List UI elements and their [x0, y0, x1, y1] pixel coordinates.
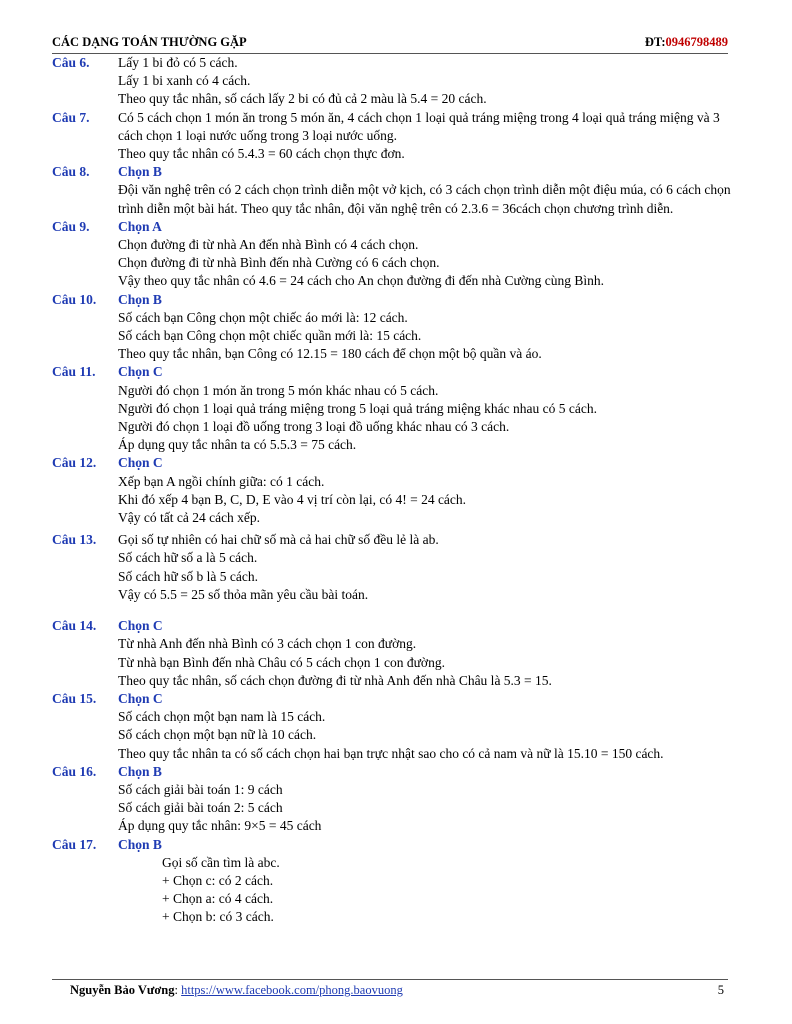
question-12: Câu 12. Chọn C Xếp bạn A ngồi chính giữa: có 1 cách. Khi đó xếp 4 bạn B, C, D, E vào 4 vị trí còn lại, có 4! = 24 cách. Vậy có tất cả 24 cách xếp.: [52, 454, 732, 527]
answer-choice: Chọn B: [118, 291, 162, 307]
answer-choice: Chọn B: [118, 164, 162, 180]
question-8: Câu 8. Chọn B Đội văn nghệ trên có 2 cách chọn trình diễn một vở kịch, có 3 cách chọn trình diễn một điệu múa, có 6 cách chọn trình diễn một bài hát. Theo quy tắc nhân, đội văn nghệ trên có 2.3.6 = 36cách chọn chương trình diễn.: [52, 164, 731, 216]
question-10: Câu 10. Chọn B Số cách bạn Công chọn một chiếc áo mới là: 12 cách. Số cách bạn Công chọn một chiếc quần mới là: 15 cách. Theo quy tắc nhân, bạn Công có 12.15 = 180 cách để chọn một bộ quần và áo.: [52, 291, 732, 364]
page-footer: Nguyễn Bảo Vương: https://www.facebook.com/phong.baovuong 5: [52, 979, 728, 998]
answer-choice: Chọn C: [118, 690, 163, 706]
answer-choice: Chọn B: [118, 836, 162, 852]
question-6: Câu 6. Lấy 1 bi đỏ có 5 cách. Lấy 1 bi xanh có 4 cách. Theo quy tắc nhân, số cách lấy 2 bi có đủ cả 2 màu là 5.4 = 20 cách.: [52, 55, 487, 107]
question-11: Câu 11. Chọn C Người đó chọn 1 món ăn trong 5 món khác nhau có 5 cách. Người đó chọn 1 loại quả tráng miệng trong 5 loại quả tráng miệng khác nhau có 5 cách. Người đó chọn 1 loại đồ uống trong 3 loại đồ uống khác nhau có 3 cách. Áp dụng quy tắc nhân ta có 5.5.3 = 75 cách.: [52, 363, 732, 454]
footer-author: Nguyễn Bảo Vương: [70, 983, 175, 997]
answer-choice: Chọn B: [118, 763, 162, 779]
header-title: CÁC DẠNG TOÁN THƯỜNG GẶP: [52, 35, 247, 49]
question-13: Câu 13. Gọi số tự nhiên có hai chữ số mà cả hai chữ số đều lẻ là ab. Số cách hữ số a là 5 cách. Số cách hữ số b là 5 cách. Vậy có 5.5 = 25 số thỏa mãn yêu cầu bài toán.: [52, 532, 439, 602]
question-16: Câu 16. Chọn B Số cách giải bài toán 1: 9 cách Số cách giải bài toán 2: 5 cách Áp dụng quy tắc nhân: 9×5 = 45 cách: [52, 763, 732, 836]
answer-choice: Chọn C: [118, 618, 163, 634]
header-phone: ĐT:0946798489: [644, 35, 728, 49]
footer-facebook-link[interactable]: https://www.facebook.com/phong.baovuong: [181, 983, 403, 997]
answer-choice: Chọn C: [118, 455, 163, 471]
solutions-list: [52, 54, 732, 927]
question-17: Câu 17. Chọn B Gọi số cần tìm là abc. + Chọn c: có 2 cách. + Chọn a: có 4 cách. + Chọn b: có 3 cách.: [52, 836, 732, 927]
page-header: [52, 35, 728, 54]
question-15: Câu 15. Chọn C Số cách chọn một bạn nam là 15 cách. Số cách chọn một bạn nữ là 10 cách. Theo quy tắc nhân ta có số cách chọn hai bạn trực nhật sao cho có cả nam và nữ là 15.10 = 150 cách.: [52, 690, 732, 763]
answer-choice: Chọn C: [118, 364, 163, 380]
question-14: Câu 14. Chọn C Từ nhà Anh đến nhà Bình có 3 cách chọn 1 con đường. Từ nhà bạn Bình đến nhà Châu có 5 cách chọn 1 con đường. Theo quy tắc nhân, số cách chọn đường đi từ nhà Anh đến nhà Châu là 5.3 = 15.: [52, 617, 732, 690]
question-9: Câu 9. Chọn A Chọn đường đi từ nhà An đến nhà Bình có 4 cách chọn. Chọn đường đi từ nhà Bình đến nhà Cường có 6 cách chọn. Vậy theo quy tắc nhân có 4.6 = 24 cách cho An chọn đường đi đến nhà Cường cùng Bình.: [52, 218, 732, 291]
question-7: Câu 7. Có 5 cách chọn 1 món ăn trong 5 món ăn, 4 cách chọn 1 loại quả tráng miệng trong 4 loại quả tráng miệng và 3 cách chọn 1 loại nước uống trong 3 loại nước uống. Theo quy tắc nhân có 5.4.3 = 60 cách chọn thực đơn.: [52, 109, 720, 162]
page-number: 5: [717, 983, 724, 997]
answer-choice: Chọn A: [118, 218, 162, 234]
